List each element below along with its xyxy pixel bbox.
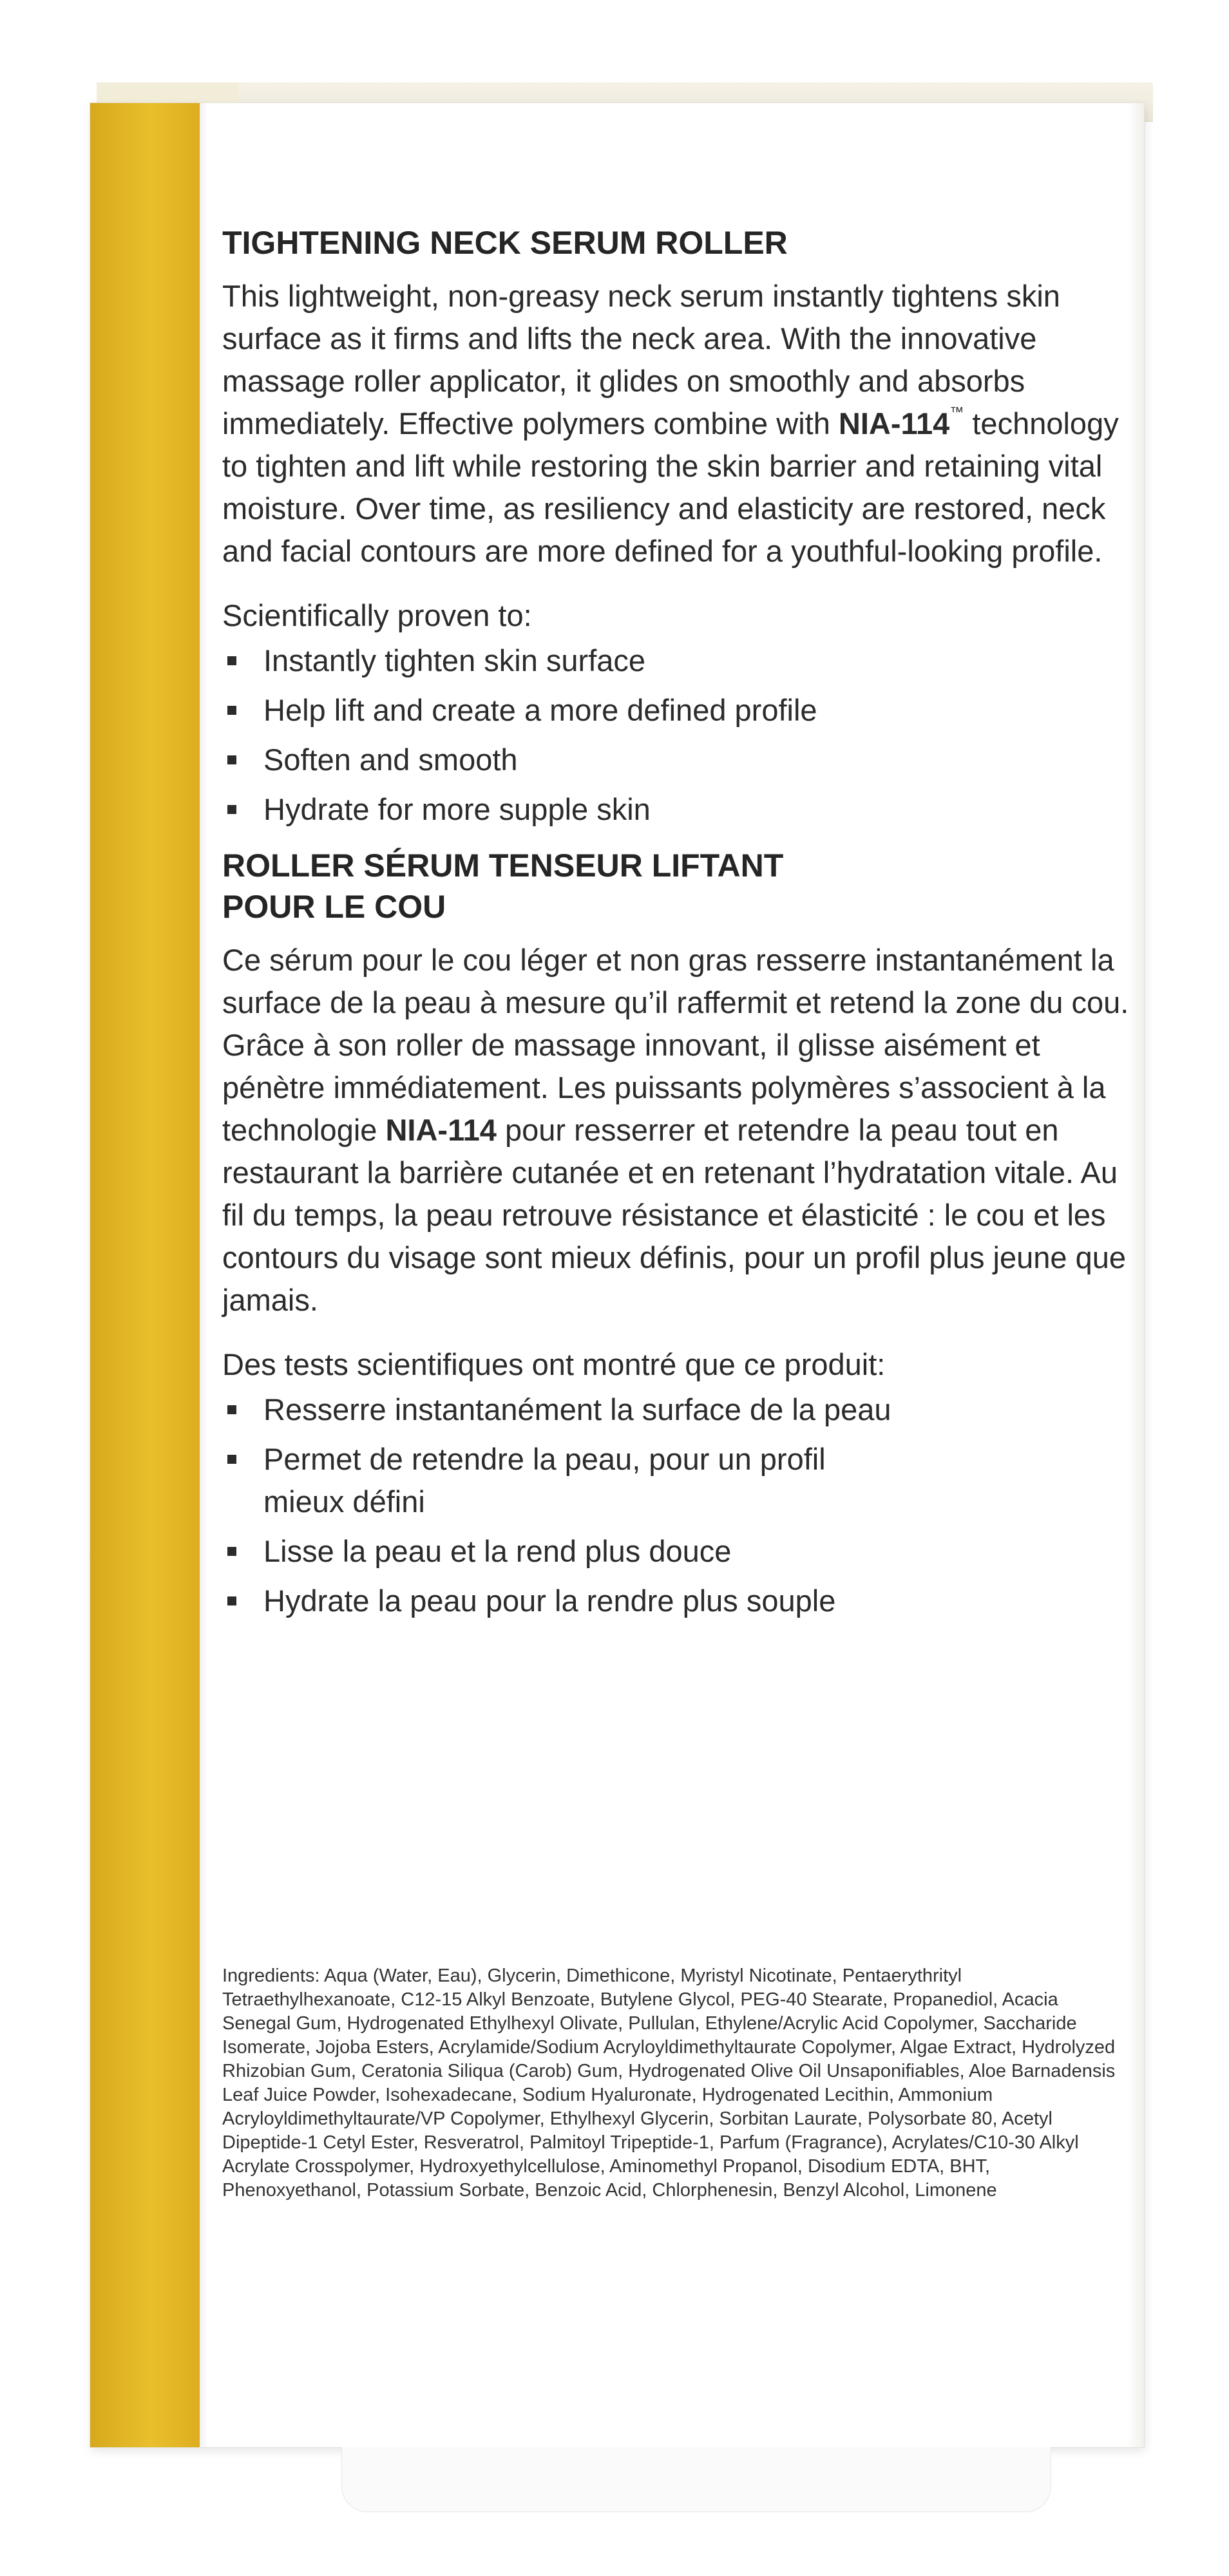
french-claim-item: Lisse la peau et la rend plus douce (222, 1530, 1137, 1573)
trademark-mark: ™ (949, 404, 964, 420)
english-description-post: technology to tighten and lift while restoring the skin barrier and retaining vital moisture. Over time, as resiliency and elasticity are restored, neck and facial contours are more defined for a youthful-looking profile. (222, 406, 1119, 568)
french-title: ROLLER SÉRUM TENSEUR LIFTANT POUR LE COU (222, 848, 784, 925)
english-nia-114: NIA-114 (838, 406, 950, 440)
english-claims-list (222, 639, 1137, 831)
english-claim-item: Instantly tighten skin surface (222, 639, 1137, 682)
english-claim-item: Soften and smooth (222, 739, 1137, 781)
french-claims-list (222, 1388, 1137, 1622)
english-claims-intro: Scientifically proven to: (222, 598, 532, 632)
french-nia-114: NIA-114 (385, 1113, 497, 1147)
english-title: TIGHTENING NECK SERUM ROLLER (222, 225, 788, 261)
english-claim-item: Help lift and create a more defined profile (222, 689, 1137, 732)
french-claim-item: Permet de retendre la peau, pour un profil mieux défini (222, 1438, 1137, 1523)
stripe-shadow (200, 103, 207, 2447)
french-claim-item: Hydrate la peau pour la rendre plus souple (222, 1580, 1137, 1622)
label-text-block (222, 222, 1137, 1636)
english-description (222, 275, 1137, 573)
french-section (222, 845, 1137, 1622)
english-claim-item: Hydrate for more supple skin (222, 788, 1137, 831)
french-claim-item: Resserre instantanément la surface de la peau (222, 1388, 1137, 1431)
french-description (222, 939, 1137, 1321)
english-section (222, 222, 1137, 831)
french-description-pre: Ce sérum pour le cou léger et non gras resserre instantanément la surface de la peau à mesure qu’il raffermit et retend la zone du cou. Grâce à son roller de massage innovant, il glisse aisément et pénètre immédiatement. Les puissants polymères s’associent à la technologie (222, 943, 1129, 1147)
yellow-side-stripe (90, 103, 200, 2447)
french-description-post: pour resserrer et retendre la peau tout en restaurant la barrière cutanée et en retenant l’hydratation vitale. Au fil du temps, la peau retrouve résistance et élasticité : le cou et les contours du visage sont mieux définis, pour un profil plus jeune que jamais. (222, 1113, 1127, 1317)
ingredients-list: Ingredients: Aqua (Water, Eau), Glycerin, Dimethicone, Myristyl Nicotinate, Pentaerythrityl Tetraethylhexanoate, C12-15 Alkyl Benzoate, Butylene Glycol, PEG-40 Stearate, Propanediol, Acacia Senegal Gum, Hydrogenated Ethylhexyl Olivate, Pullulan, Ethylene/Acrylic Acid Copolymer, Saccharide Isomerate, Jojoba Esters, Acrylamide/Sodium Acryloyldimethyltaurate Copolymer, Algae Extract, Hydrolyzed Rhizobian Gum, Ceratonia Siliqua (Carob) Gum, Hydrogenated Olive Oil Unsaponifiables, Aloe Barnadensis Leaf Juice Powder, Isohexadecane, Sodium Hyaluronate, Hydrogenated Lecithin, Ammonium Acryloyldimethyltaurate/VP Copolymer, Ethylhexyl Glycerin, Sorbitan Laurate, Polysorbate 80, Acetyl Dipeptide-1 Cetyl Ester, Resveratrol, Palmitoyl Tripeptide-1, Parfum (Fragrance), Acrylates/C10-30 Alkyl Acrylate Crosspolymer, Hydroxyethylcellulose, Aminomethyl Propanol, Disodium EDTA, BHT, Phenoxyethanol, Potassium Sorbate, Benzoic Acid, Chlorphenesin, Benzyl Alcohol, Limonene (222, 1965, 1116, 2201)
french-claims-intro: Des tests scientifiques ont montré que ce produit: (222, 1347, 886, 1381)
english-description-pre: This lightweight, non-greasy neck serum instantly tightens skin surface as it firms and lifts the neck area. With the innovative massage roller applicator, it glides on smoothly and absorbs immediately. Effective polymers combine with (222, 279, 1060, 440)
box-bottom-tab (341, 2447, 1051, 2512)
